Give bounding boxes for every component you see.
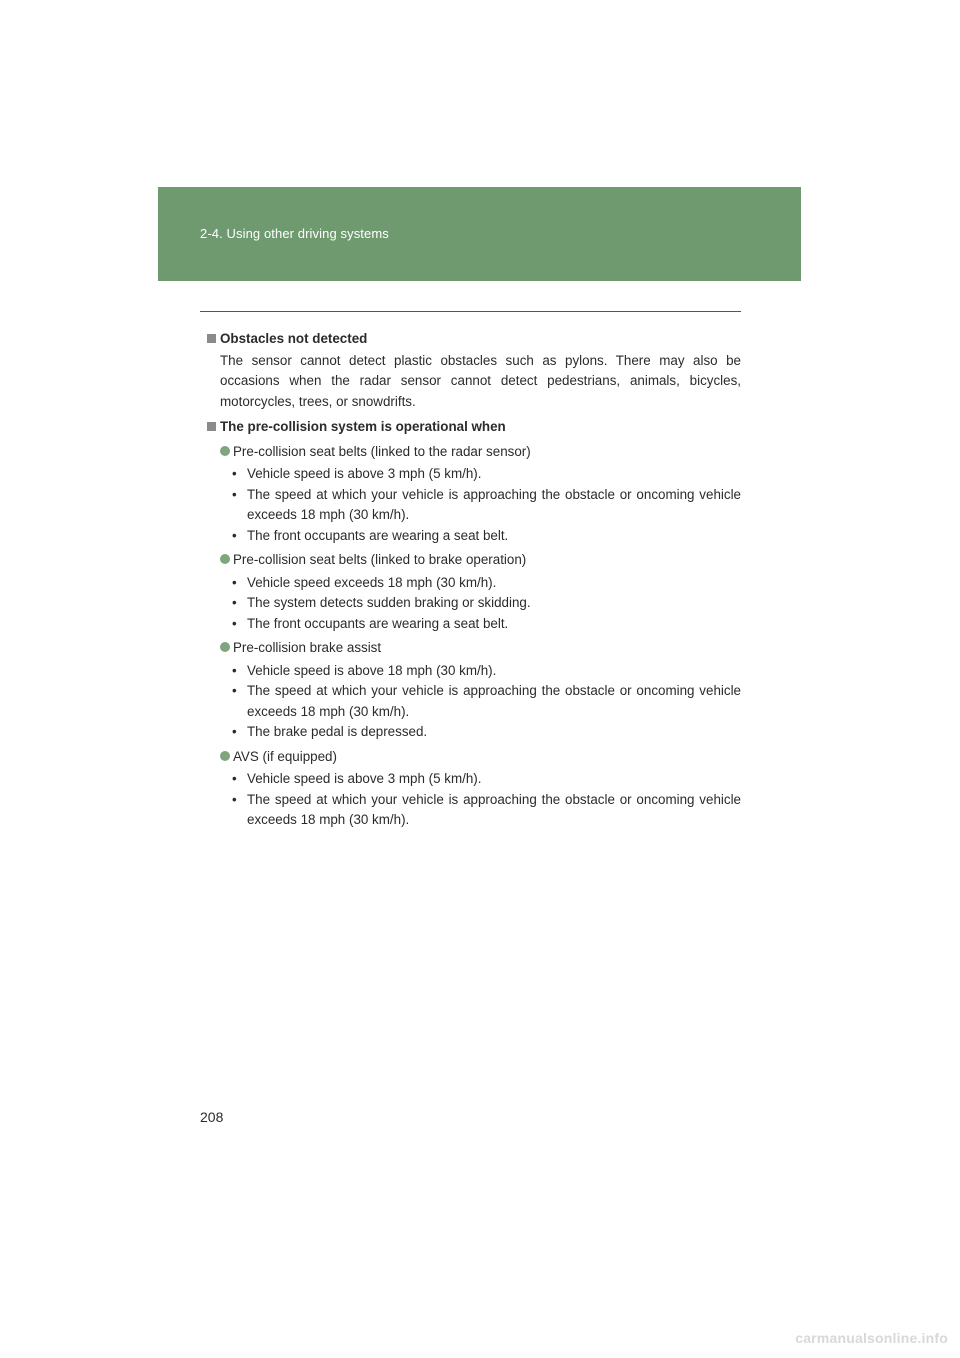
list-item: • The front occupants are wearing a seat belt.	[207, 614, 741, 635]
group-heading	[220, 550, 741, 571]
circle-bullet-icon	[220, 554, 230, 564]
dot-bullet-icon: •	[232, 791, 237, 807]
list-item: • Vehicle speed is above 3 mph (5 km/h).	[207, 464, 741, 485]
list-item: • The brake pedal is depressed.	[207, 722, 741, 743]
list-item: • Vehicle speed is above 3 mph (5 km/h).	[207, 769, 741, 790]
dot-bullet-icon: •	[232, 527, 237, 543]
list-item: • The speed at which your vehicle is approaching the obstacle or oncoming vehicle exceeds 18 mph (30 km/h).	[232, 486, 741, 522]
section-heading	[207, 417, 741, 438]
condition-list	[207, 769, 741, 831]
heading-text: Obstacles not detected	[220, 331, 368, 346]
group-heading	[220, 638, 741, 659]
group-title: Pre-collision brake assist	[233, 640, 382, 655]
square-bullet-icon	[207, 422, 216, 431]
list-item: • The front occupants are wearing a seat belt.	[207, 526, 741, 547]
dot-bullet-icon: •	[232, 771, 237, 786]
list-item: • Vehicle speed exceeds 18 mph (30 km/h).	[207, 573, 741, 594]
section-title: 2-4. Using other driving systems	[200, 226, 389, 241]
condition-list	[207, 464, 741, 546]
dot-bullet-icon: •	[232, 724, 237, 739]
watermark: carmanualsonline.info	[795, 1330, 948, 1346]
list-item: • The system detects sudden braking or skidding.	[207, 593, 741, 614]
dot-bullet-icon: •	[232, 466, 237, 481]
page-number: 208	[200, 1109, 224, 1125]
section-paragraph: The sensor cannot detect plastic obstacles such as pylons. There may also be occasions when the radar sensor cannot detect pedestrians, animals, bicycles, motorcycles, trees, or snowdrifts.	[220, 352, 741, 409]
list-item: • Vehicle speed is above 18 mph (30 km/h).	[207, 661, 741, 682]
circle-bullet-icon	[220, 751, 230, 761]
group-title: AVS (if equipped)	[233, 748, 337, 764]
group-heading	[220, 747, 741, 768]
dot-bullet-icon: •	[232, 662, 237, 678]
header-band	[158, 187, 801, 281]
group-title: Pre-collision seat belts (linked to brake operation)	[233, 552, 527, 567]
circle-bullet-icon	[220, 642, 230, 652]
dot-bullet-icon: •	[232, 595, 237, 610]
dot-bullet-icon: •	[232, 486, 237, 502]
circle-bullet-icon	[220, 446, 230, 456]
group-title: Pre-collision seat belts (linked to the radar sensor)	[233, 443, 531, 459]
section-heading	[207, 329, 741, 350]
group-heading	[220, 442, 741, 463]
top-divider	[200, 311, 741, 312]
heading-text: The pre-collision system is operational when	[220, 419, 506, 434]
condition-list	[207, 661, 741, 743]
list-item: • The speed at which your vehicle is approaching the obstacle or oncoming vehicle exceeds 18 mph (30 km/h).	[232, 683, 741, 719]
dot-bullet-icon: •	[232, 615, 237, 631]
list-item: • The speed at which your vehicle is approaching the obstacle or oncoming vehicle exceeds 18 mph (30 km/h).	[232, 791, 741, 827]
dot-bullet-icon: •	[232, 683, 237, 698]
dot-bullet-icon: •	[232, 574, 237, 590]
condition-list	[207, 573, 741, 635]
page-content	[207, 329, 741, 833]
square-bullet-icon	[207, 334, 216, 343]
